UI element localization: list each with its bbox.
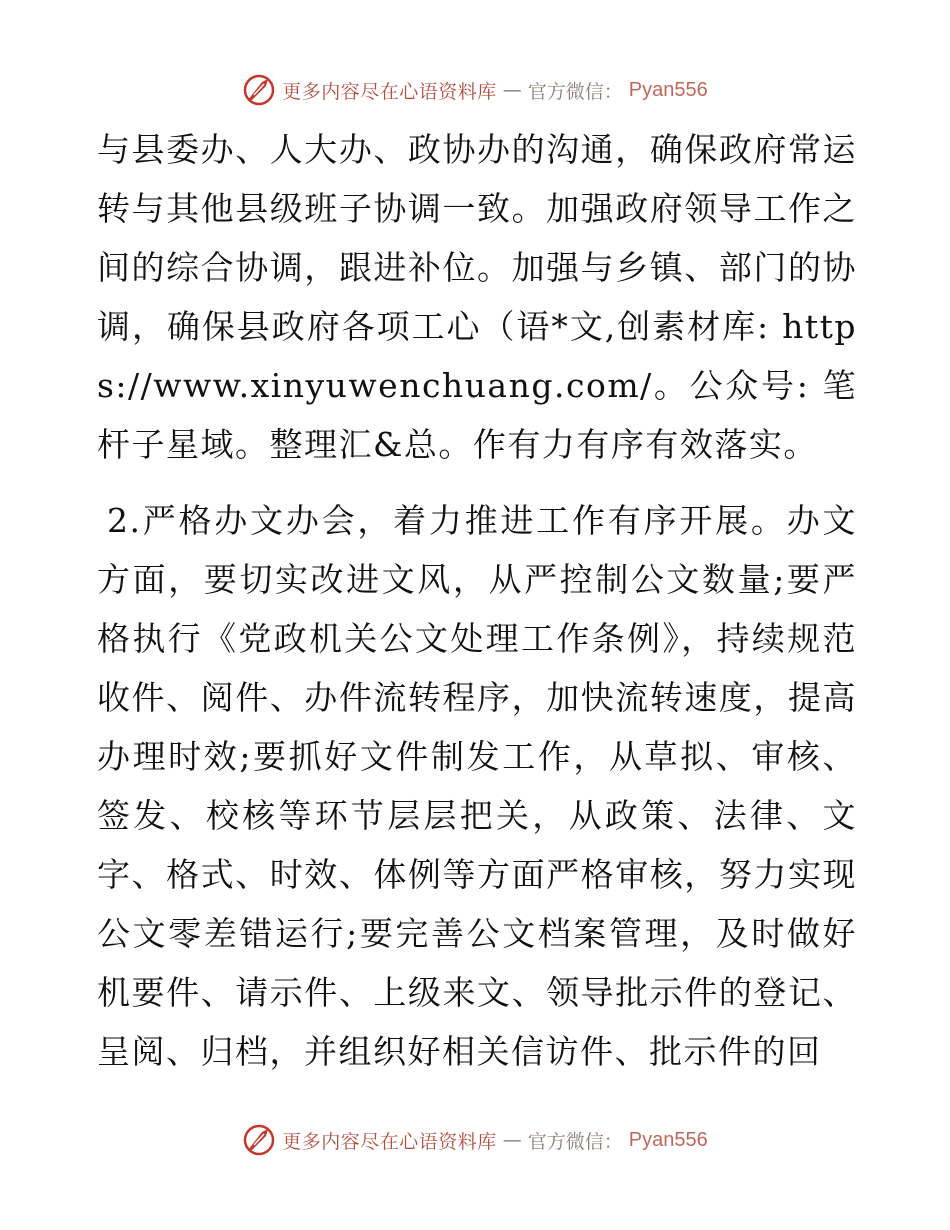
banner-wechat-id: Pyan556 [628,78,708,101]
paragraph-1: 与县委办、人大办、政协办的沟通，确保政府常运转与其他县级班子协调一致。加强政府领导工作之间的综合协调，跟进补位。加强与乡镇、部门的协调，确保县政府各项工心（语*文,创素材库: https://www.xinyuwenchuang.com/。公众号: 笔杆子星域。整理汇&总。作有力有序有效落实。 [97,130,857,464]
paragraph-2: 2.严格办文办会，着力推进工作有序开展。办文方面，要切实改进文风，从严控制公文数量;要严格执行《党政机关公文处理工作条例》，持续规范收件、阅件、办件流转程序，加快流转速度，提高办理时效;要抓好文件制发工作，从草拟、审核、签发、校核等环节层层把关，从政策、法律、文字、格式、时效、体例等方面严格审核，努力实现公文零差错运行;要完善公文档案管理，及时做好机要件、请示件、上级来文、领导批示件的登记、呈阅、归档，并组织好相关信访件、批示件的回 [97,501,857,1071]
footer-banner [0,1120,950,1160]
banner-site-text: 更多内容尽在心语资料库 [282,1130,497,1153]
banner-wechat-label: 官方微信： [527,1130,623,1153]
document-body [97,120,857,1081]
header-banner [0,70,950,110]
quill-pen-logo-icon [242,73,276,107]
quill-pen-logo-icon [242,1123,276,1157]
banner-wechat-label: 官方微信： [527,80,623,103]
banner-site-text: 更多内容尽在心语资料库 [282,80,497,103]
banner-separator: — [502,79,522,101]
banner-separator: — [502,1129,522,1151]
banner-wechat-id: Pyan556 [628,1128,708,1151]
